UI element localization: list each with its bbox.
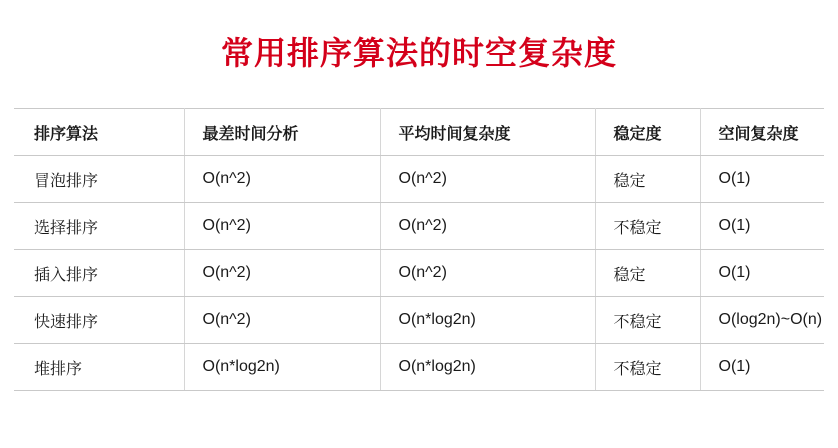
- cell-stability: 不稳定: [595, 203, 700, 250]
- cell-worst-time: O(n^2): [184, 297, 380, 344]
- cell-space: O(1): [700, 203, 824, 250]
- cell-space: O(1): [700, 250, 824, 297]
- cell-worst-time: O(n*log2n): [184, 344, 380, 391]
- cell-space: O(log2n)~O(n): [700, 297, 824, 344]
- table-row: [14, 250, 824, 297]
- table-row: [14, 297, 824, 344]
- cell-algorithm: 堆排序: [14, 344, 184, 391]
- complexity-table: [14, 108, 824, 391]
- column-header-algorithm: 排序算法: [14, 109, 184, 156]
- column-header-worst-time: 最差时间分析: [184, 109, 380, 156]
- cell-algorithm: 选择排序: [14, 203, 184, 250]
- page-title: 常用排序算法的时空复杂度: [220, 35, 617, 71]
- cell-average-time: O(n^2): [380, 156, 595, 203]
- cell-algorithm: 快速排序: [14, 297, 184, 344]
- cell-algorithm: 冒泡排序: [14, 156, 184, 203]
- table-row: [14, 156, 824, 203]
- cell-stability: 稳定: [595, 250, 700, 297]
- cell-average-time: O(n*log2n): [380, 297, 595, 344]
- table-header: [14, 109, 824, 156]
- table-header-row: [14, 109, 824, 156]
- table-row: [14, 203, 824, 250]
- cell-average-time: O(n^2): [380, 250, 595, 297]
- cell-space: O(1): [700, 156, 824, 203]
- column-header-space: 空间复杂度: [700, 109, 824, 156]
- cell-algorithm: 插入排序: [14, 250, 184, 297]
- column-header-average-time: 平均时间复杂度: [380, 109, 595, 156]
- cell-space: O(1): [700, 344, 824, 391]
- cell-average-time: O(n^2): [380, 203, 595, 250]
- cell-worst-time: O(n^2): [184, 203, 380, 250]
- cell-stability: 不稳定: [595, 344, 700, 391]
- cell-worst-time: O(n^2): [184, 156, 380, 203]
- cell-stability: 稳定: [595, 156, 700, 203]
- complexity-table-wrapper: [14, 108, 824, 391]
- column-header-stability: 稳定度: [595, 109, 700, 156]
- table-body: [14, 156, 824, 391]
- table-row: [14, 344, 824, 391]
- cell-average-time: O(n*log2n): [380, 344, 595, 391]
- cell-stability: 不稳定: [595, 297, 700, 344]
- cell-worst-time: O(n^2): [184, 250, 380, 297]
